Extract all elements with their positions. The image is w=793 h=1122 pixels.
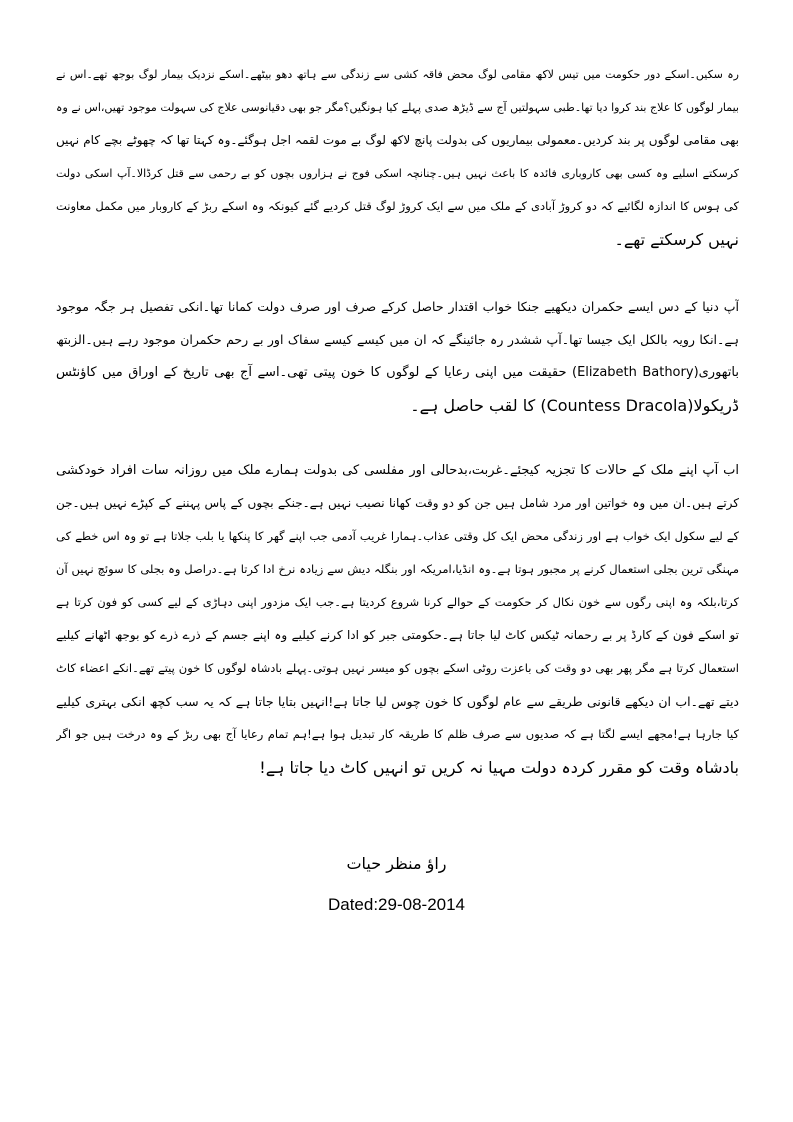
text-line: کرتا،بلکہ وہ اپنی رگوں سے خون نکال کر حکومت کے حوالے کرنا شروع کردیتا ہے۔جب ایک مزدور اپنی دہاڑی کے لیے کسی کو فون کرتا ہے	[56, 595, 739, 609]
paragraph-1	[56, 58, 739, 256]
text-line: اب آپ اپنے ملک کے حالات کا تجزیہ کیجئے۔غربت،بدحالی اور مفلسی کی بدولت ہمارے ملک میں روزانہ سات افراد خودکشی	[56, 463, 739, 478]
date-line: Dated:29-08-2014	[327, 895, 466, 914]
text-line: ڈریکولا(Countess Dracola) کا لقب حاصل ہے۔	[410, 396, 739, 415]
text-line: کیا جارہا ہے!مجھے ایسے لگتا ہے کہ صدیوں سے صرف ظلم کا طریقہ کار تبدیل ہوا ہے!ہم تمام رعایا آج بھی ربڑ کے وہ درخت ہیں جو اگر	[56, 727, 739, 741]
text-line: کی ہوس کا اندازہ لگائیے کہ دو کروڑ آبادی کے ملک میں سے ایک کروڑ لوگ قتل کردیے گئے کیونکہ وہ اسکے ربڑ کے کاروبار میں مکمل معاونت	[56, 199, 739, 213]
text-line: دیتے تھے۔اب ان دیکھے قانونی طریقے سے عام لوگوں کا خون چوس لیا جاتا ہے!انہیں بتایا جاتا ہے کہ یہ سب کچھ انکی بہتری کیلیے	[56, 694, 739, 709]
text-line: بھی مقامی لوگوں پر بند کردیں۔معمولی بیماریوں کی بدولت پانچ لاکھ لوگ بے موت لقمہ اجل ہوگئے۔وہ کہتا تھا کہ چھوٹے بچے کام نہیں	[56, 133, 739, 147]
author-signature: راؤ منظر حیات	[346, 854, 447, 873]
text-line: کرتے ہیں۔ان میں وہ خواتین اور مرد شامل ہیں جن کو دو وقت کھانا نصیب نہیں ہے۔جنکے بچوں کے پاس پہننے کے کپڑے نہیں ہیں۔جن	[56, 496, 739, 510]
text-line: کے لیے سکول ایک خواب ہے اور زندگی محض ایک کل وقتی عذاب۔ہمارا غریب آدمی جب اپنے گھر کا پنکھا یا بلب جلاتا ہے تو وہ اس خطے کی	[56, 529, 739, 543]
text-line: باتھوری(Elizabeth Bathory) حقیقت میں اپنی رعایا کے لوگوں کا خون پیتی تھی۔اسے آج بھی تاریخ کے اوراق میں کاؤنٹس	[56, 365, 739, 380]
paragraph-3	[56, 454, 739, 784]
text-line: مہنگی ترین بجلی استعمال کرنے پر مجبور ہوتا ہے۔وہ انڈیا،امریکہ اور بنگلہ دیش سے زیادہ نرخ ادا کرتا ہے۔دراصل وہ بجلی کا سوئچ نہیں آن	[56, 562, 739, 576]
text-line: تو اسکے فون کے کارڈ پر بے رحمانہ ٹیکس کاٹ لیا جاتا ہے۔حکومتی جبر کو ادا کرنے کیلیے وہ اپنے جسم کے ذرے ذرے کو بوجھ اٹھانے کیلیے	[56, 628, 739, 642]
text-line: ہے۔انکا رویہ بالکل ایک جیسا تھا۔آپ ششدر رہ جائینگے کہ ان میں کیسے کیسے سفاک اور بے رحم حکمران موجود رہے ہیں۔الزبتھ	[56, 332, 739, 347]
text-line: بادشاہ وقت کو مقرر کردہ دولت مہیا نہ کریں تو انہیں کاٹ دیا جاتا ہے!	[259, 758, 739, 777]
text-line: کرسکتے اسلیے وہ کسی بھی کاروباری فائدہ کا باعث نہیں ہیں۔چنانچہ اسکی فوج نے ہزاروں بچوں کو بے رحمی سے قتل کرڈالا۔آپ اسکی دولت	[56, 167, 739, 180]
text-line: بیمار لوگوں کا علاج بند کروا دیا تھا۔طبی سہولتیں آج سے ڈیڑھ صدی پہلے کیا ہونگیں؟مگر جو بھی دقیانوسی علاج کی سہولت موجود تھیں،اس نے وہ	[56, 101, 739, 114]
text-line: آپ دنیا کے دس ایسے حکمران دیکھیے جنکا خواب اقتدار حاصل کرکے صرف اور صرف دولت کمانا تھا۔انکی تفصیل ہر جگہ موجود	[56, 299, 739, 314]
text-line: نہیں کرسکتے تھے۔	[614, 230, 739, 249]
paragraph-2	[56, 290, 739, 422]
text-line: رہ سکیں۔اسکے دور حکومت میں تیس لاکھ مقامی لوگ محض فاقہ کشی سے زندگی سے ہاتھ دھو بیٹھے۔اسکے نزدیک بیمار لوگ بوجھ تھے۔اس نے	[56, 68, 739, 81]
text-line: استعمال کرتا ہے مگر پھر بھی دو وقت کی باعزت روٹی اسکے بچوں کو میسر نہیں ہوتی۔پہلے بادشاہ لوگوں کا خون پیتے تھے۔انکے اعضاء کاٹ	[56, 661, 739, 675]
